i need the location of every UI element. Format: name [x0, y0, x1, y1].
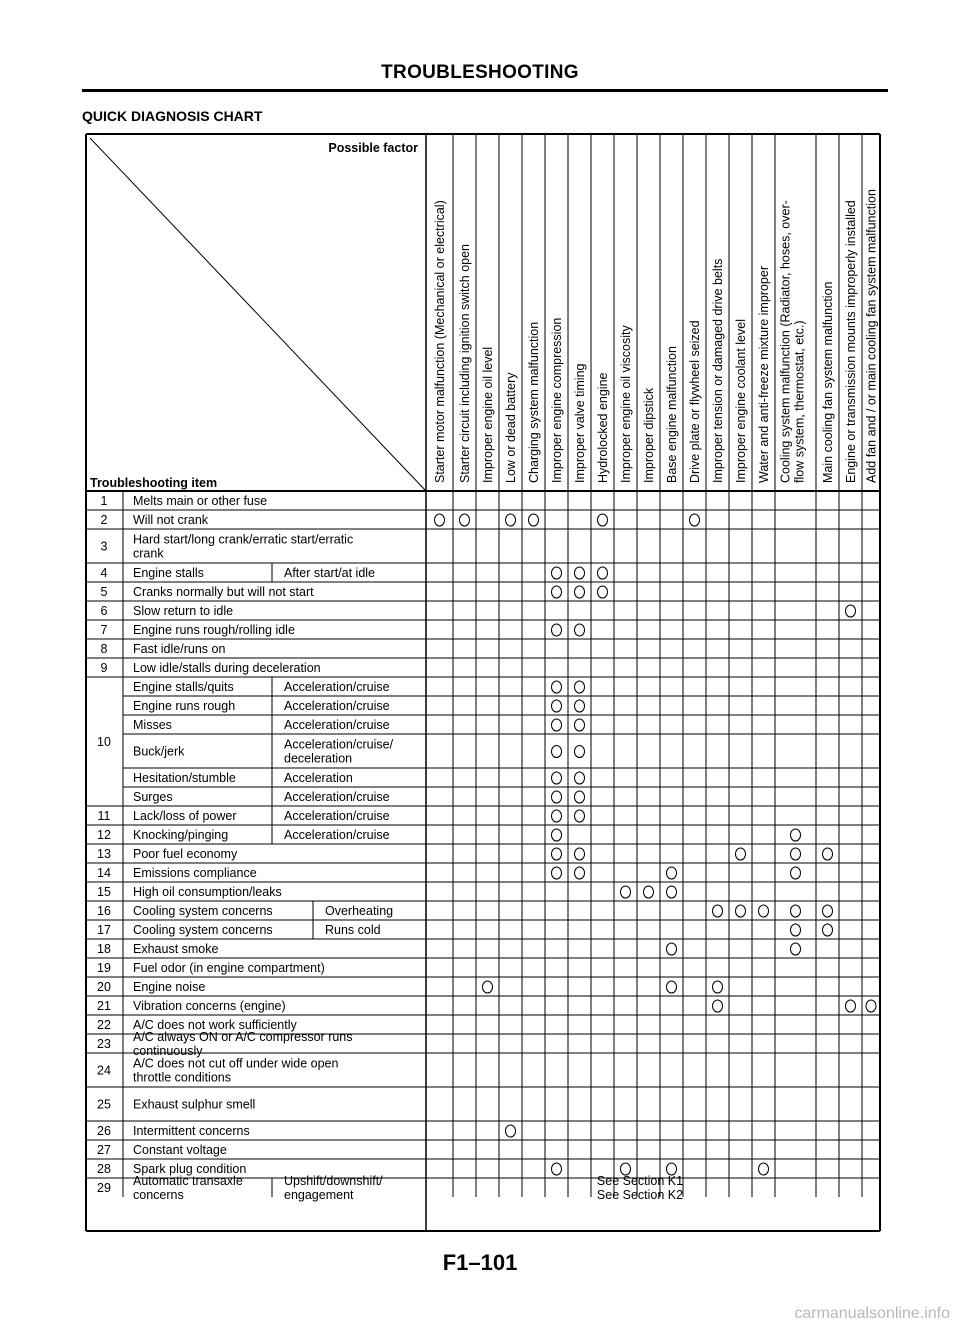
row-number: [97, 942, 111, 956]
row-number: [97, 1098, 111, 1112]
factor-header-line: Improper valve timing: [573, 363, 587, 483]
row-item: [133, 1143, 227, 1157]
row-number: [97, 1124, 111, 1138]
factor-mark: [575, 586, 585, 598]
row-number-line: 9: [100, 661, 108, 675]
row-item-line: A/C does not cut off under wide open: [133, 1056, 339, 1071]
row-item: [133, 1174, 243, 1202]
row-item: [133, 866, 257, 880]
factor-header-line: Add fan and / or main cooling fan system malfunction: [864, 189, 879, 483]
row-number: [97, 1064, 111, 1078]
factor-header: [481, 347, 495, 483]
factor-mark: [823, 924, 833, 936]
row-condition-line: Runs cold: [325, 923, 381, 937]
factor-mark: [552, 624, 562, 636]
factor-mark: [552, 586, 562, 598]
factor-mark: [736, 848, 746, 860]
factor-header-line: Improper engine coolant level: [734, 319, 748, 483]
row-number: [101, 540, 108, 554]
row-number-line: 4: [100, 566, 108, 580]
row-number: [97, 847, 111, 861]
factor-header: [821, 281, 835, 483]
row-item-line: Constant voltage: [133, 1143, 227, 1157]
row-item-line: Buck/jerk: [133, 744, 185, 759]
row-number-line: 7: [100, 623, 108, 637]
factor-mark: [690, 514, 700, 526]
factor-mark: [791, 829, 801, 841]
factor-mark: [575, 848, 585, 860]
row-item: [133, 847, 238, 861]
row-condition: [284, 738, 394, 766]
factor-header-line: Starter circuit including ignition switch open: [458, 243, 472, 483]
factor-header: [779, 200, 807, 483]
row-item-line: High oil consumption/leaks: [133, 885, 282, 899]
factor-header-line: Starter motor malfunction (Mechanical or electrical): [433, 200, 447, 483]
factor-header: [619, 325, 633, 483]
factor-mark: [552, 681, 562, 693]
row-item: [133, 494, 267, 508]
row-number-line: 23: [97, 1037, 111, 1051]
row-item: [133, 566, 204, 580]
row-item-line: Misses: [133, 718, 172, 732]
row-item: [133, 980, 205, 994]
factor-mark: [791, 924, 801, 936]
row-condition-line: Acceleration/cruise: [284, 718, 390, 732]
factor-mark: [575, 746, 585, 758]
row-item-line: Melts main or other fuse: [133, 494, 268, 508]
row-item: [133, 809, 237, 823]
factor-header-line: Improper dipstick: [642, 387, 656, 483]
row-item: [133, 745, 185, 759]
factor-mark: [575, 810, 585, 822]
factor-mark: [460, 514, 470, 526]
row-number-line: 28: [97, 1162, 111, 1176]
row-item: [133, 942, 219, 956]
factor-mark: [575, 567, 585, 579]
row-condition-line: Acceleration/cruise: [284, 809, 390, 823]
row-number-line: 18: [97, 942, 111, 956]
row-condition: [284, 809, 390, 823]
factor-mark: [552, 719, 562, 731]
row-number-line: 11: [97, 809, 111, 823]
row-item: [133, 1098, 255, 1112]
row-number: [101, 661, 108, 675]
row-number-line: 20: [97, 980, 111, 994]
factor-header-line: Low or dead battery: [504, 372, 518, 483]
factor-mark: [644, 886, 654, 898]
factor-mark: [759, 1163, 769, 1175]
factor-mark: [823, 848, 833, 860]
row-number: [101, 604, 108, 618]
row-condition-line: Acceleration/cruise: [284, 680, 390, 694]
row-item-line: Engine noise: [133, 980, 206, 994]
factor-mark: [823, 905, 833, 917]
row-number-line: 6: [100, 604, 108, 618]
factor-header: [504, 372, 518, 483]
row-number-line: 22: [97, 1018, 111, 1032]
factor-mark: [435, 514, 445, 526]
factor-mark: [791, 867, 801, 879]
factor-headers: [433, 189, 879, 483]
factor-header: [665, 346, 679, 483]
factor-mark: [575, 700, 585, 712]
row-item: [133, 904, 273, 918]
row-number: [98, 809, 111, 823]
row-condition: [284, 680, 390, 694]
row-condition: [284, 828, 390, 842]
row-number: [97, 866, 111, 880]
factor-mark: [552, 567, 562, 579]
row-item: [133, 533, 353, 561]
factor-header: [433, 200, 447, 483]
row-item-line: Hesitation/stumble: [133, 771, 236, 785]
header-diagonal: [90, 138, 426, 491]
factor-mark: [736, 905, 746, 917]
row-number: [97, 961, 111, 975]
row-number: [97, 904, 111, 918]
row-number-line: 10: [97, 735, 111, 749]
row-condition-line: Acceleration/cruise: [284, 828, 390, 842]
factor-header-line: Main cooling fan system malfunction: [821, 281, 835, 483]
watermark: carmanualsonline.info: [794, 1305, 950, 1322]
row-condition-line: Acceleration/cruise: [284, 790, 390, 804]
factor-mark: [598, 514, 608, 526]
row-condition: [325, 923, 381, 937]
row-number-line: 24: [97, 1063, 111, 1078]
factor-mark: [759, 905, 769, 917]
row-number: [97, 1162, 111, 1176]
factor-mark: [713, 905, 723, 917]
row-condition: [325, 904, 393, 918]
row-item-line: Cooling system concerns: [133, 904, 273, 918]
factor-mark: [575, 867, 585, 879]
factor-header-line: Improper engine oil viscosity: [619, 325, 633, 483]
row-item: [133, 1124, 250, 1138]
row-item-line: Low idle/stalls during deceleration: [133, 661, 321, 675]
chart-title: QUICK DIAGNOSIS CHART: [82, 108, 263, 124]
factor-mark: [552, 700, 562, 712]
row-item-line: Fast idle/runs on: [133, 642, 226, 656]
factor-mark: [621, 886, 631, 898]
row-condition: [284, 566, 375, 580]
row-item: [133, 828, 228, 842]
factor-header: [734, 319, 748, 483]
row-condition: [284, 771, 353, 785]
see-section-note: [597, 1174, 683, 1202]
factor-mark: [552, 848, 562, 860]
factor-header: [458, 244, 472, 483]
row-item-line: concerns: [133, 1188, 184, 1202]
row-item-line: Lack/loss of power: [133, 809, 237, 823]
row-item: [133, 771, 236, 785]
row-number: [101, 566, 108, 580]
row-item: [133, 680, 234, 694]
factor-header: [596, 372, 610, 483]
row-item-line: Cranks normally but will not start: [133, 585, 314, 599]
row-item-line: Engine stalls/quits: [133, 680, 234, 694]
row-number-line: 19: [97, 961, 111, 975]
row-item-line: Intermittent concerns: [133, 1124, 250, 1138]
factor-header-line: Charging system malfunction: [527, 321, 541, 483]
row-number-line: 2: [100, 513, 108, 527]
row-item: [133, 585, 314, 599]
factor-mark: [713, 981, 723, 993]
row-item-line: Surges: [133, 790, 173, 804]
factor-header-line: Hydrolocked engine: [596, 372, 610, 483]
row-condition-line: engagement: [284, 1188, 354, 1202]
factor-mark: [791, 848, 801, 860]
row-number: [97, 1018, 111, 1032]
factor-header: [550, 318, 564, 483]
factor-header: [865, 189, 879, 483]
factor-mark: [552, 829, 562, 841]
row-condition: [284, 718, 390, 732]
row-number-line: 14: [97, 866, 111, 880]
row-item: [133, 699, 235, 713]
row-number-line: 1: [100, 494, 108, 508]
row-number-line: 27: [97, 1143, 111, 1157]
row-item-line: Slow return to idle: [133, 604, 234, 618]
row-number: [101, 585, 108, 599]
row-number-line: 5: [100, 585, 108, 599]
factor-mark: [598, 567, 608, 579]
factor-mark: [552, 867, 562, 879]
factor-header: [688, 320, 702, 483]
row-item: [133, 623, 295, 637]
row-number: [97, 1143, 111, 1157]
row-number: [97, 828, 111, 842]
row-item: [133, 1057, 339, 1085]
factor-header-line: Engine or transmission mounts improperly installed: [844, 200, 858, 483]
factor-mark: [552, 772, 562, 784]
row-condition-line: After start/at idle: [284, 566, 376, 580]
factor-header-line: flow system, thermostat, etc.): [792, 320, 807, 483]
factor-header-line: Improper engine compression: [550, 317, 564, 483]
factor-mark: [552, 746, 562, 758]
row-number-line: 25: [97, 1097, 111, 1112]
factor-header: [527, 322, 541, 483]
factor-mark: [667, 886, 677, 898]
row-item: [133, 999, 286, 1013]
troubleshooting-item-label: Troubleshooting item: [90, 476, 218, 490]
row-item-line: Engine runs rough/rolling idle: [133, 623, 295, 637]
row-item: [133, 642, 225, 656]
row-item-line: Engine runs rough: [133, 699, 236, 713]
factor-mark: [846, 1000, 856, 1012]
row-condition-line: Upshift/downshift/: [284, 1174, 383, 1188]
factor-mark: [598, 586, 608, 598]
row-number: [97, 923, 111, 937]
factor-header-line: Base engine malfunction: [665, 346, 679, 483]
row-item: [133, 513, 209, 527]
row-item: [133, 604, 233, 618]
see-section-note-line: See Section K2: [596, 1188, 684, 1202]
row-number: [97, 980, 111, 994]
row-number: [101, 513, 108, 527]
row-item: [133, 961, 325, 975]
table-rows: [97, 494, 876, 1202]
factor-mark: [791, 905, 801, 917]
factor-header-line: Drive plate or flywheel seized: [688, 320, 702, 483]
factor-header: [711, 259, 725, 483]
row-number-line: 21: [97, 999, 111, 1013]
row-number-line: 16: [97, 904, 111, 918]
factor-mark: [791, 943, 801, 955]
row-item-line: Knocking/pinging: [133, 828, 229, 842]
row-number: [101, 642, 108, 656]
row-item-line: Hard start/long crank/erratic start/erratic: [133, 532, 354, 547]
row-condition-line: deceleration: [284, 751, 353, 766]
row-number: [97, 999, 111, 1013]
possible-factor-label: Possible factor: [328, 141, 418, 155]
factor-mark: [575, 719, 585, 731]
factor-mark: [552, 791, 562, 803]
row-item: [133, 661, 321, 675]
factor-mark: [667, 981, 677, 993]
factor-header: [642, 387, 656, 483]
row-item-line: Will not crank: [133, 513, 209, 527]
row-item: [133, 790, 173, 804]
row-number-line: 15: [97, 885, 111, 899]
row-condition: [284, 699, 390, 713]
row-item-line: continuously: [133, 1044, 203, 1058]
row-number-line: 13: [97, 847, 111, 861]
factor-mark: [552, 810, 562, 822]
row-number: [97, 885, 111, 899]
factor-mark: [483, 981, 493, 993]
see-section-note-line: See Section K1: [596, 1174, 684, 1188]
row-item: [133, 1030, 353, 1058]
row-item: [133, 885, 282, 899]
factor-header-line: Cooling system malfunction (Radiator, hoses, over-: [778, 200, 793, 483]
row-item-line: Emissions compliance: [133, 866, 257, 880]
factor-header: [844, 200, 858, 483]
row-number: [97, 735, 111, 749]
page-number: F1–101: [442, 1250, 518, 1275]
page-title: TROUBLESHOOTING: [381, 62, 579, 83]
row-condition-line: Acceleration: [284, 771, 353, 785]
row-condition: [284, 1174, 383, 1202]
row-number-line: 12: [97, 828, 111, 842]
row-item-line: A/C always ON or A/C compressor runs: [133, 1030, 353, 1044]
row-item-line: Vibration concerns (engine): [133, 999, 286, 1013]
row-item-line: throttle conditions: [133, 1070, 231, 1085]
row-number: [97, 1037, 111, 1051]
factor-mark: [575, 791, 585, 803]
row-item-line: Engine stalls: [133, 566, 204, 580]
row-item: [133, 718, 172, 732]
factor-mark: [713, 1000, 723, 1012]
factor-mark: [575, 624, 585, 636]
factor-mark: [506, 514, 516, 526]
factor-header-line: Water and anti-freeze mixture improper: [757, 266, 771, 483]
row-number: [101, 623, 108, 637]
row-number: [101, 494, 108, 508]
row-number-line: 17: [97, 923, 111, 937]
factor-mark: [552, 1163, 562, 1175]
row-condition-line: Acceleration/cruise: [284, 699, 390, 713]
row-number-line: 3: [100, 539, 108, 554]
row-number: [97, 1181, 111, 1195]
factor-mark: [846, 605, 856, 617]
factor-mark: [667, 943, 677, 955]
factor-mark: [575, 772, 585, 784]
factor-mark: [529, 514, 539, 526]
row-item-line: Poor fuel economy: [133, 847, 238, 861]
row-number-line: 29: [97, 1181, 111, 1195]
factor-mark: [575, 681, 585, 693]
factor-header: [757, 266, 771, 483]
row-item-line: Exhaust sulphur smell: [133, 1097, 256, 1112]
row-item-line: crank: [133, 546, 164, 561]
row-item-line: Spark plug condition: [133, 1162, 247, 1176]
factor-header: [573, 363, 587, 483]
row-condition: [284, 790, 390, 804]
factor-mark: [506, 1125, 516, 1137]
row-number-line: 8: [100, 642, 108, 656]
row-number-line: 26: [97, 1124, 111, 1138]
row-item-line: Exhaust smoke: [133, 942, 219, 956]
row-item-line: Fuel odor (in engine compartment): [133, 961, 325, 975]
row-item-line: Cooling system concerns: [133, 923, 273, 937]
row-item-line: Automatic transaxle: [133, 1174, 243, 1188]
row-item: [133, 923, 273, 937]
row-condition-line: Acceleration/cruise/: [284, 737, 394, 752]
row-condition-line: Overheating: [325, 904, 394, 918]
factor-mark: [866, 1000, 876, 1012]
factor-mark: [667, 867, 677, 879]
row-item-line: A/C does not work sufficiently: [133, 1018, 297, 1032]
factor-header-line: Improper tension or damaged drive belts: [711, 258, 725, 483]
factor-header-line: Improper engine oil level: [481, 346, 495, 483]
